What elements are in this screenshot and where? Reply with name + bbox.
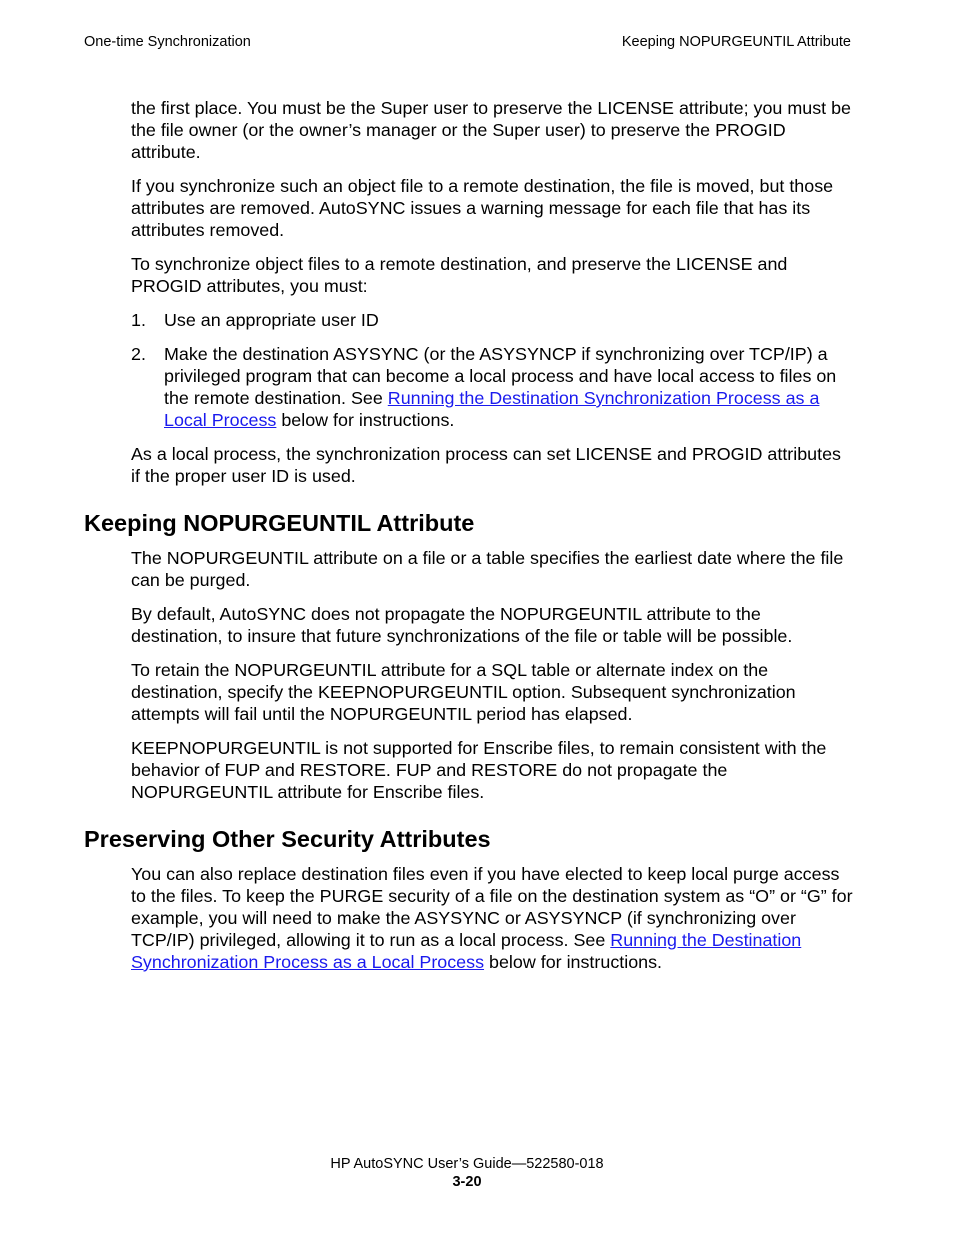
section2-text-before: You can also replace destination files even if you have elected to keep local purge access to the files. To keep the PURGE security of a file on the destination system as “O” or “G” for example, you will need to make the ASYSYNC or ASYSYNCP (if synchronizing over TCP/IP) privileged, allowing it to run as a local process. See bbox=[131, 864, 853, 950]
section2-text-after: below for instructions. bbox=[484, 952, 663, 972]
list-item-text-after: below for instructions. bbox=[276, 410, 455, 430]
link-running-destination-local-process-2[interactable]: Running the Destination Synchronization Process as a Local Process bbox=[131, 930, 802, 972]
intro-paragraph-4: As a local process, the synchronization process can set LICENSE and PROGID attributes if the proper user ID is used. bbox=[131, 444, 841, 486]
section1-paragraph-2: By default, AutoSYNC does not propagate the NOPURGEUNTIL attribute to the destination, to insure that future synchronizations of the file or table will be possible. bbox=[131, 604, 793, 646]
list-item-number: 2. bbox=[131, 344, 146, 364]
list-item bbox=[131, 309, 853, 331]
intro-paragraph-2: If you synchronize such an object file to a remote destination, the file is moved, but those attributes are removed. AutoSYNC issues a warning message for each file that has its attributes removed. bbox=[131, 176, 834, 240]
section1-paragraph-1: The NOPURGEUNTIL attribute on a file or a table specifies the earliest date where the file can be purged. bbox=[131, 548, 844, 590]
intro-paragraph-1: the first place. You must be the Super user to preserve the LICENSE attribute; you must be the file owner (or the owner’s manager or the Super user) to preserve the PROGID attribute. bbox=[131, 98, 851, 162]
section1-paragraph-4: KEEPNOPURGEUNTIL is not supported for Enscribe files, to remain consistent with the behavior of FUP and RESTORE. FUP and RESTORE do not propagate the NOPURGEUNTIL attribute for Enscribe files. bbox=[131, 738, 827, 802]
numbered-list bbox=[131, 309, 853, 431]
link-running-destination-local-process[interactable]: Running the Destination Synchronization Process as a Local Process bbox=[164, 388, 820, 430]
header-chapter-title: One-time Synchronization bbox=[84, 34, 251, 50]
page-body bbox=[84, 97, 853, 985]
header-section-title: Keeping NOPURGEUNTIL Attribute bbox=[621, 34, 851, 50]
intro-paragraph-3: To synchronize object files to a remote destination, and preserve the LICENSE and PROGID attributes, you must: bbox=[131, 254, 788, 296]
list-item-text: Make the destination ASYSYNC (or the ASYSYNCP if synchronizing over TCP/IP) a privileged program that can become a local process and have local access to files on the remote destination. See bbox=[164, 344, 837, 408]
list-item bbox=[131, 343, 853, 431]
page-footer bbox=[0, 1155, 934, 1191]
page-number: 3-20 bbox=[452, 1174, 482, 1190]
list-item-text: Use an appropriate user ID bbox=[164, 310, 379, 330]
section1-paragraph-3: To retain the NOPURGEUNTIL attribute for a SQL table or alternate index on the destination, specify the KEEPNOPURGEUNTIL option. Subsequent synchronization attempts will fail until the NOPURGEUNTIL period has elapsed. bbox=[131, 660, 796, 724]
section-heading-preserving-security: Preserving Other Security Attributes bbox=[84, 826, 491, 852]
section-heading-keeping-nopurgeuntil: Keeping NOPURGEUNTIL Attribute bbox=[84, 510, 475, 536]
section2-paragraph bbox=[131, 863, 853, 973]
list-item-number: 1. bbox=[131, 310, 146, 330]
footer-guide-title: HP AutoSYNC User’s Guide—522580-018 bbox=[330, 1156, 604, 1172]
